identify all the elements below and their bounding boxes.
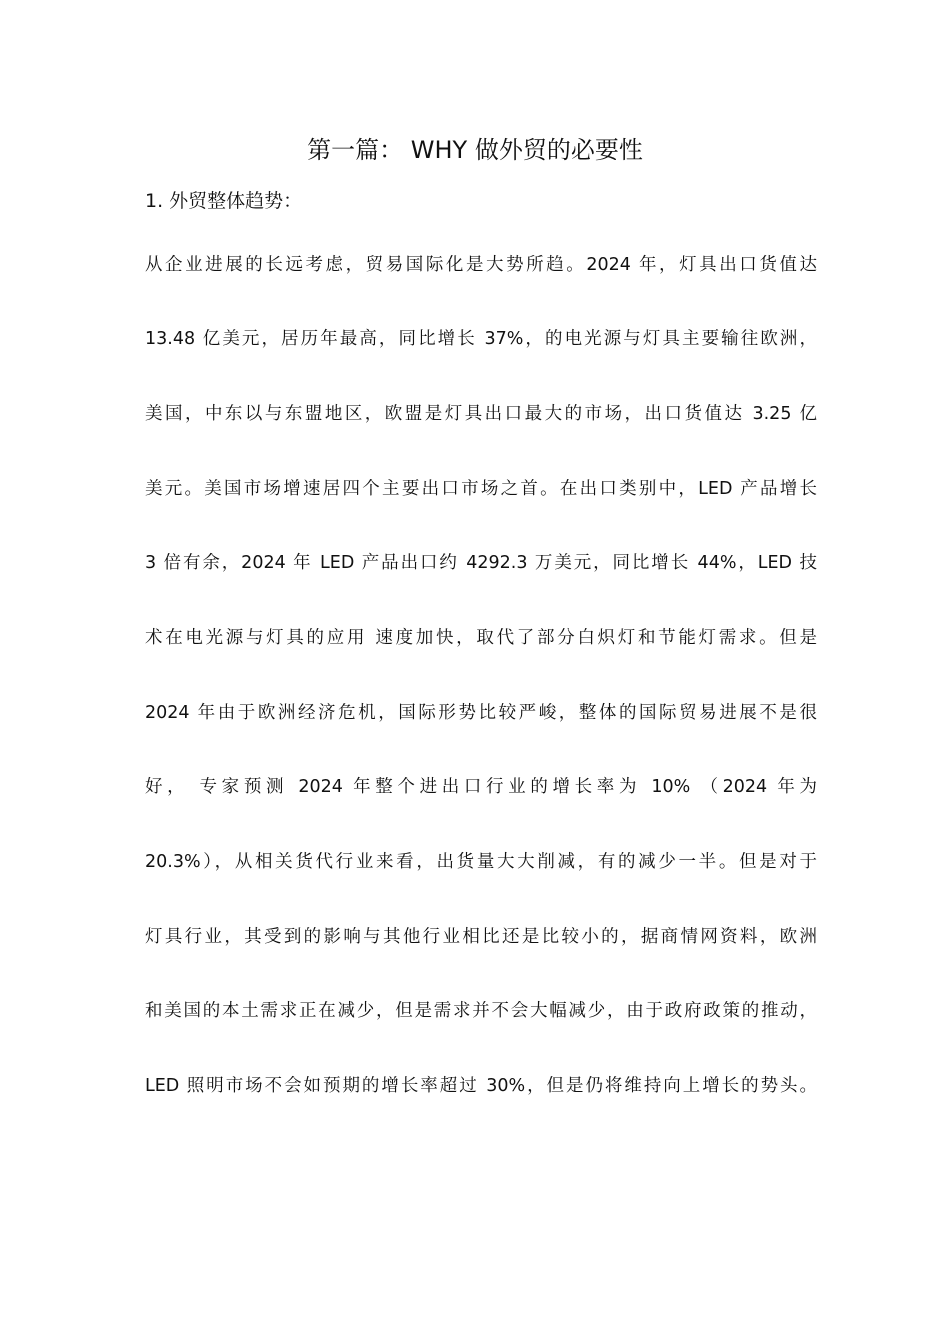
paragraph-line-4: 美元。美国市场增速居四个主要出口市场之首。在出口类别中，LED 产品增长: [145, 479, 817, 499]
paragraph-line-9: 20.3%），从相关货代行业来看，出货量大大削减，有的减少一半。但是对于: [145, 852, 817, 872]
section-heading: 1. 外贸整体趋势：: [145, 190, 303, 212]
page-title: 第一篇： WHY 做外贸的必要性: [307, 136, 643, 164]
paragraph-line-10: 灯具行业，其受到的影响与其他行业相比还是比较小的，据商情网资料，欧洲: [145, 927, 817, 947]
paragraph-line-11: 和美国的本土需求正在减少，但是需求并不会大幅减少，由于政府政策的推动，: [145, 1001, 817, 1021]
paragraph-line-3: 美国，中东以与东盟地区，欧盟是灯具出口最大的市场，出口货值达 3.25 亿: [145, 404, 817, 424]
paragraph-line-2: 13.48 亿美元，居历年最高，同比增长 37%，的电光源与灯具主要输往欧洲，: [145, 329, 817, 349]
paragraph-line-1: 从企业进展的长远考虑，贸易国际化是大势所趋。2024 年，灯具出口货值达: [145, 255, 817, 275]
paragraph-line-6: 术在电光源与灯具的应用 速度加快，取代了部分白炽灯和节能灯需求。但是: [145, 628, 817, 648]
paragraph-line-8: 好， 专家预测 2024 年整个进出口行业的增长率为 10% （2024 年为: [145, 777, 817, 797]
paragraph-line-7: 2024 年由于欧洲经济危机，国际形势比较严峻，整体的国际贸易进展不是很: [145, 703, 817, 723]
paragraph-line-5: 3 倍有余，2024 年 LED 产品出口约 4292.3 万美元，同比增长 44%，LED 技: [145, 553, 817, 573]
paragraph-line-12: LED 照明市场不会如预期的增长率超过 30%，但是仍将维持向上增长的势头。: [145, 1076, 817, 1096]
